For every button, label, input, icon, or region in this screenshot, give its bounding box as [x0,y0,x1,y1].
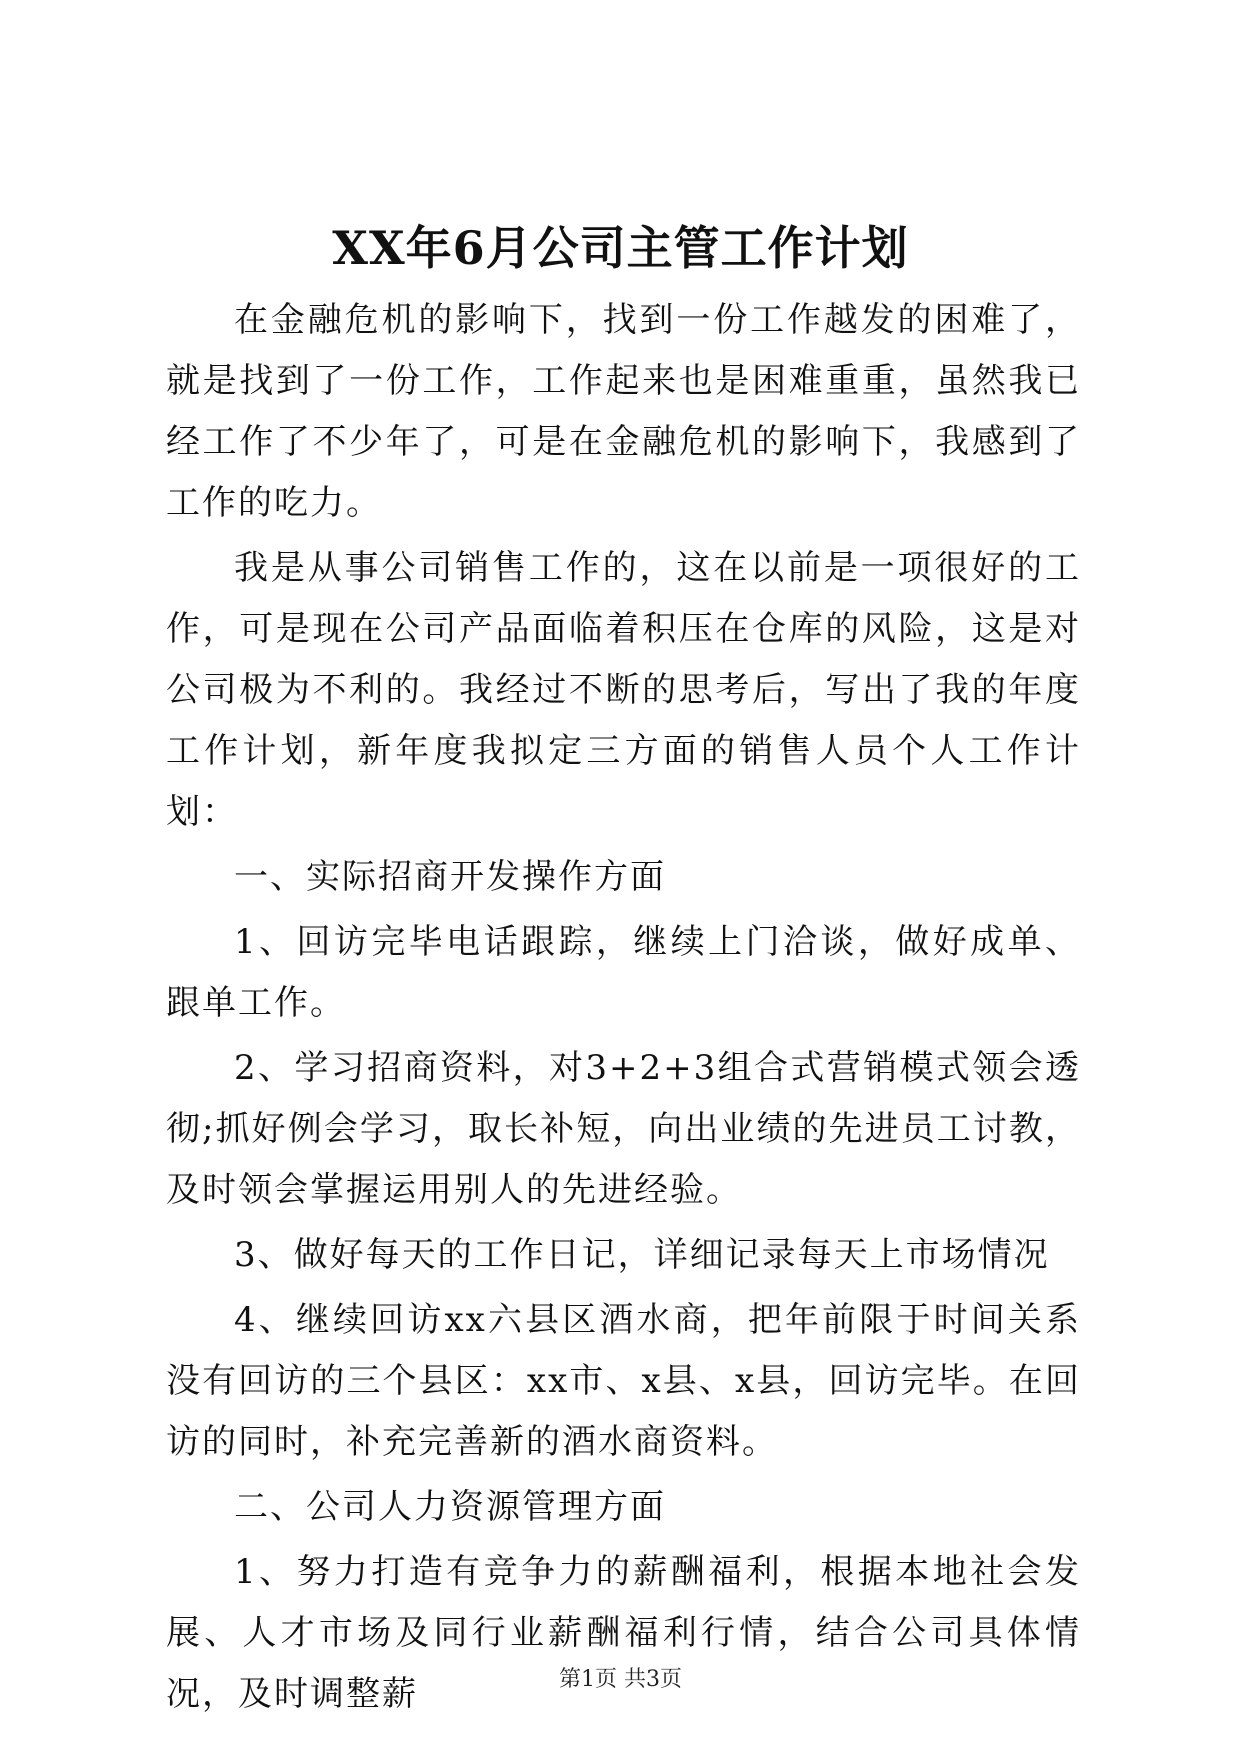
section-heading-1: 一、实际招商开发操作方面 [234,857,666,897]
list-item: 1、努力打造有竞争力的薪酬福利，根据本地社会发展、人才市场及同行业薪酬福利行情，结合公司具体情况，及时调整薪 [166,1552,1081,1714]
list-item: 3、做好每天的工作日记，详细记录每天上市场情况 [234,1235,1050,1275]
document-title: XX年6月公司主管工作计划 [332,221,909,275]
list-item: 2、学习招商资料，对3+2+3组合式营销模式领会透彻;抓好例会学习，取长补短，向出业绩的先进员工讨教，及时领会掌握运用别人的先进经验。 [166,1048,1081,1210]
list-item: 1、回访完毕电话跟踪，继续上门洽谈，做好成单、跟单工作。 [166,922,1081,1023]
paragraph-context: 我是从事公司销售工作的，这在以前是一项很好的工作，可是现在公司产品面临着积压在仓库的风险，这是对公司极为不利的。我经过不断的思考后，写出了我的年度工作计划，新年度我拟定三方面的销售人员个人工作计划： [166,548,1081,832]
paragraph-intro: 在金融危机的影响下，找到一份工作越发的困难了，就是找到了一份工作，工作起来也是困难重重，虽然我已经工作了不少年了，可是在金融危机的影响下，我感到了工作的吃力。 [166,300,1081,523]
section-heading-2: 二、公司人力资源管理方面 [234,1487,666,1527]
document-body [166,290,1081,1729]
page-number-footer: 第1页 共3页 [559,1667,682,1692]
list-item: 4、继续回访xx六县区酒水商，把年前限于时间关系没有回访的三个县区：xx市、x县、x县，回访完毕。在回访的同时，补充完善新的酒水商资料。 [166,1300,1081,1462]
